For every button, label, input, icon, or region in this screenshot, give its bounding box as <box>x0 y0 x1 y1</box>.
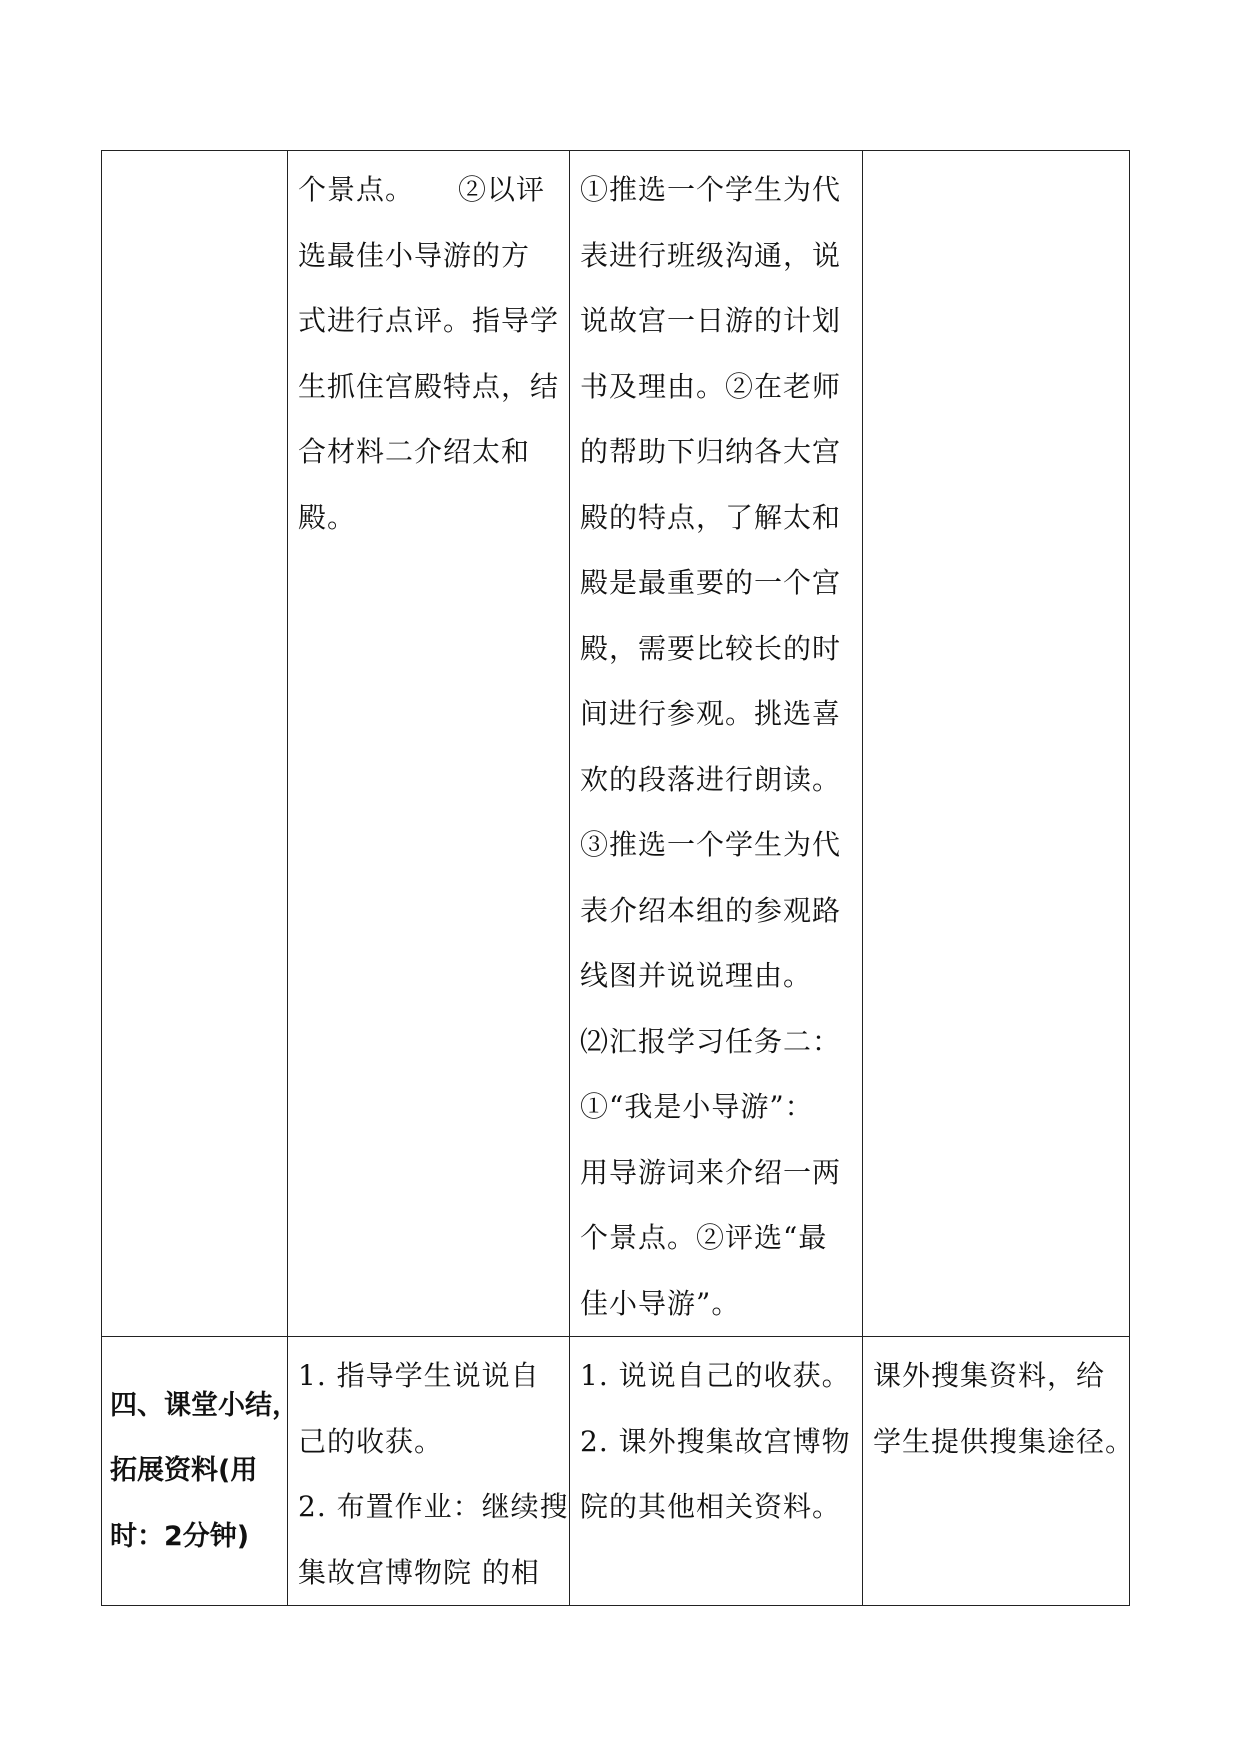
text-line: 1. 说说自己的收获。 <box>580 1359 851 1392</box>
stage-cell <box>102 1337 299 1606</box>
lesson-plan-table <box>101 150 1135 1606</box>
text-line: 线图并说说理由。 <box>580 959 813 992</box>
text-line: 2. 课外搜集故宫博物 <box>580 1424 851 1458</box>
table-row-summary <box>102 1337 1130 1606</box>
text-line: 的帮助下归纳各大宫 <box>580 435 842 468</box>
stage-line: 四、课堂小结， <box>110 1389 299 1421</box>
text-line: 欢的段落进行朗读。 <box>580 762 842 796</box>
text-line: 殿。 <box>298 500 357 534</box>
text-line: 表介绍本组的参观路 <box>580 893 842 927</box>
student-activity-cell <box>570 1337 863 1606</box>
text-line: 院的其他相关资料。 <box>580 1490 842 1523</box>
stage-cell-empty <box>102 151 288 1337</box>
text-line: 个景点。②评选“最 <box>580 1221 828 1254</box>
teacher-activity-cell <box>288 1337 570 1606</box>
stage-line: 时：2分钟) <box>110 1520 250 1552</box>
student-activity-cell <box>570 151 863 1337</box>
text-line: 学生提供搜集途径。 <box>873 1424 1135 1458</box>
text-line: 合材料二介绍太和 <box>298 435 531 468</box>
design-intent-cell <box>863 1337 1135 1606</box>
text-line: 表进行班级沟通，说 <box>580 238 842 272</box>
text-line: 殿的特点，了解太和 <box>580 500 842 534</box>
text-line: 2. 布置作业：继续搜 <box>298 1490 569 1523</box>
text-line: 课外搜集资料，给 <box>873 1359 1106 1392</box>
text-line: 集故宫博物院 的相 <box>298 1555 540 1589</box>
text-line: ①“我是小导游”： <box>580 1090 814 1123</box>
text-line: 己的收获。 <box>298 1424 444 1458</box>
text-line: 1. 指导学生说说自 <box>298 1359 540 1392</box>
design-intent-cell-empty <box>863 151 1130 1337</box>
text-line: 佳小导游”。 <box>580 1286 741 1320</box>
table-row-continued <box>102 151 1130 1337</box>
stage-line: 拓展资料(用 <box>110 1455 258 1487</box>
text-line: 选最佳小导游的方 <box>298 238 531 272</box>
text-line: ③推选一个学生为代 <box>580 828 842 861</box>
text-line: 式进行点评。指导学 <box>298 304 560 337</box>
text-line: 殿，需要比较长的时 <box>580 631 842 665</box>
text-line: 说故宫一日游的计划 <box>580 304 842 337</box>
text-line: ①推选一个学生为代 <box>580 173 842 206</box>
text-line: 书及理由。②在老师 <box>580 369 842 403</box>
text-line: 间进行参观。挑选喜 <box>580 697 842 730</box>
text-line: 殿是最重要的一个宫 <box>580 566 842 599</box>
text-line: 生抓住宫殿特点，结 <box>298 369 560 403</box>
teacher-activity-cell <box>288 151 570 1337</box>
text-line: 用导游词来介绍一两 <box>580 1155 842 1189</box>
text-line: ⑵汇报学习任务二： <box>580 1024 842 1058</box>
text-line: 个景点。 ②以评 <box>298 173 546 206</box>
